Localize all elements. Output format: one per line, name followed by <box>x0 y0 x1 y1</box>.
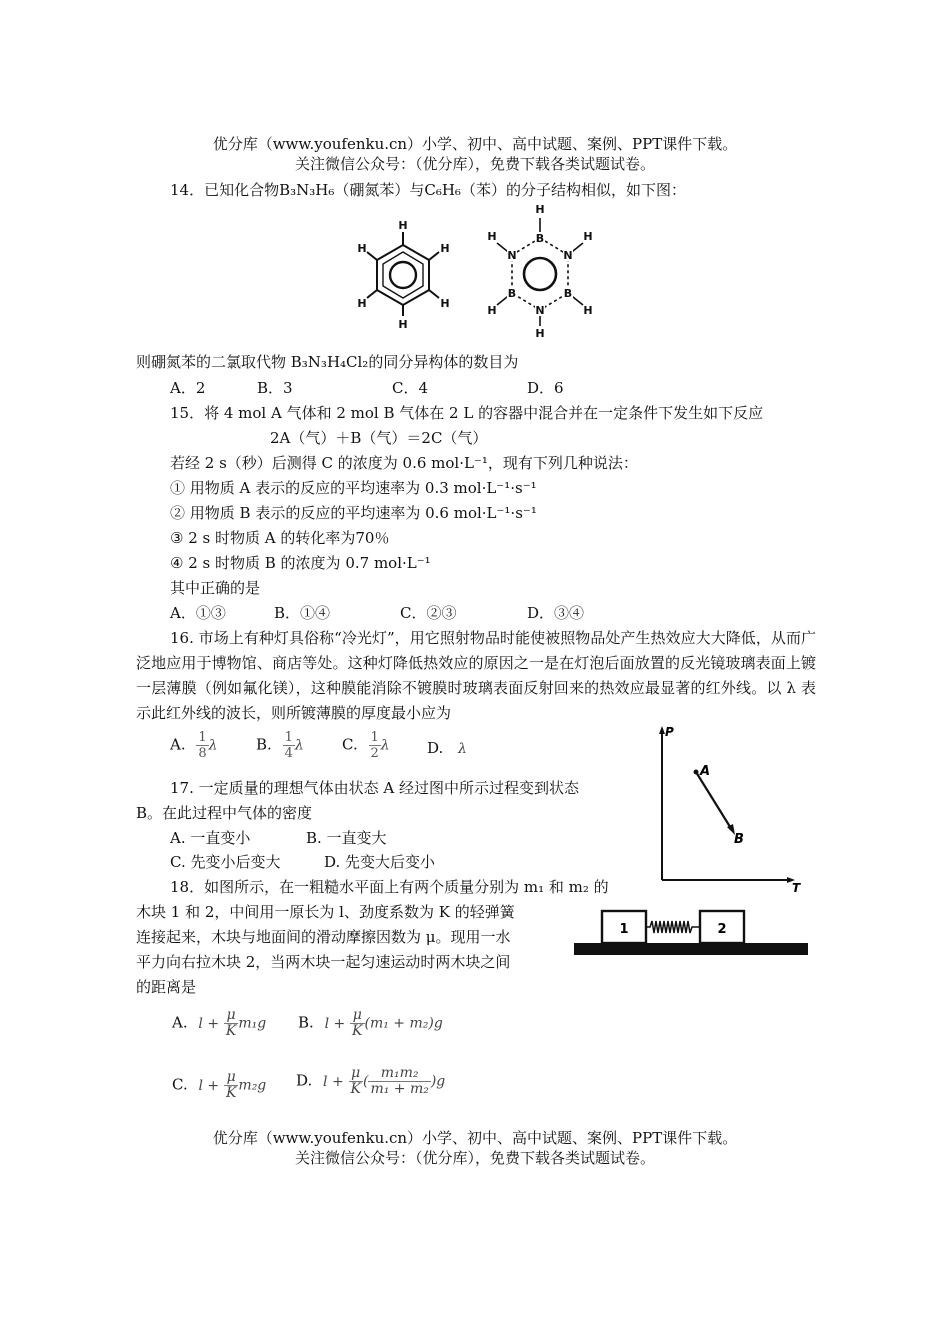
q17-option-c: C. 先变小后变大 <box>170 853 281 871</box>
q18-line-1: 18．如图所示，在一粗糙水平面上有两个质量分别为 m₁ 和 m₂ 的 <box>170 878 609 896</box>
q15-equation: 2A（气）＋B（气）＝2C（气） <box>270 429 488 447</box>
atom-h: H <box>398 318 408 331</box>
q17-option-b: B. 一直变大 <box>306 829 387 847</box>
benzene-structure <box>367 232 439 316</box>
q15-condition: 若经 2 s（秒）后测得 C 的浓度为 0.6 mol·L⁻¹，现有下列几种说法： <box>170 454 638 472</box>
t-axis-label: T <box>792 881 801 894</box>
q15-option-d: D．③④ <box>527 604 585 622</box>
header-line-1: 优分库（www.youfenku.cn）小学、初中、高中试题、案例、PPT课件下载。 <box>212 135 738 153</box>
q18-option-b: B. l + $\frac{\mu}{K}$ (m₁ + m₂)g <box>298 1007 443 1039</box>
benzene-borazine-structures <box>355 200 615 340</box>
q16-option-a: A. $\frac{1}{8}$ λ <box>170 730 218 761</box>
q14-stem: 14．已知化合物B₃N₃H₆（硼氮苯）与C₆H₆（苯）的分子结构相似，如下图： <box>170 181 686 199</box>
q15-stem: 15．将 4 mol A 气体和 2 mol B 气体在 2 L 的容器中混合并在一定条件下发生如下反应 <box>170 404 764 422</box>
q14-question: 则硼氮苯的二氯取代物 B₃N₃H₄Cl₂的同分异构体的数目为 <box>136 353 519 371</box>
q15-option-c: C．②③ <box>400 604 457 622</box>
header-line-2: 关注微信公众号：（优分库），免费下载各类试题试卷。 <box>294 155 655 173</box>
q15-statement-2: ② 用物质 B 表示的反应的平均速率为 0.6 mol·L⁻¹·s⁻¹ <box>170 504 537 522</box>
q16-option-b: B. $\frac{1}{4}$ λ <box>256 730 304 761</box>
block-1-label: 1 <box>619 922 629 937</box>
q17-line-2: B。在此过程中气体的密度 <box>136 804 313 822</box>
spring <box>646 921 700 933</box>
p-axis-label: P <box>665 725 674 739</box>
q18-line-3: 连接起来，木块与地面间的滑动摩擦因数为 μ。现用一水 <box>136 928 511 946</box>
atom-n: N <box>535 304 545 317</box>
footer-line-2: 关注微信公众号：（优分库），免费下载各类试题试卷。 <box>294 1149 655 1167</box>
q17-pt-graph <box>650 722 810 894</box>
q15-statement-1: ① 用物质 A 表示的反应的平均速率为 0.3 mol·L⁻¹·s⁻¹ <box>170 479 537 497</box>
footer-line-1: 优分库（www.youfenku.cn）小学、初中、高中试题、案例、PPT课件下载。 <box>212 1129 738 1147</box>
q18-line-2: 木块 1 和 2，中间用一原长为 l、劲度系数为 K 的轻弹簧 <box>136 903 515 921</box>
atom-h: H <box>398 219 408 232</box>
atom-b: B <box>563 287 573 300</box>
q17-line-1: 17. 一定质量的理想气体由状态 A 经过图中所示过程变到状态 <box>170 779 579 797</box>
q14-option-a: A．2 <box>170 379 206 397</box>
atom-b: B <box>507 287 517 300</box>
atom-h: H <box>357 297 367 310</box>
atom-h: H <box>440 297 450 310</box>
q17-option-d: D. 先变大后变小 <box>324 853 436 871</box>
atom-h: H <box>583 304 593 317</box>
q16-option-d: D. λ <box>427 739 467 757</box>
atom-h: H <box>357 242 367 255</box>
q16-option-c: C. $\frac{1}{2}$ λ <box>342 730 390 761</box>
q14-option-b: B．3 <box>257 379 293 397</box>
block-2-label: 2 <box>717 922 727 937</box>
atom-b: B <box>535 232 545 245</box>
point-a-label: A <box>700 764 711 779</box>
q15-option-b: B．①④ <box>274 604 331 622</box>
q18-option-c: C. l + $\frac{\mu}{K}$ m₂g <box>172 1069 267 1101</box>
atom-h: H <box>487 304 497 317</box>
atom-h: H <box>583 230 593 243</box>
q14-option-d: D．6 <box>527 379 564 397</box>
q15-statement-4: ④ 2 s 时物质 B 的浓度为 0.7 mol·L⁻¹ <box>170 554 431 572</box>
atom-n: N <box>563 249 573 262</box>
q18-option-d: D. l + $\frac{\mu}{K}$ ( $\frac{\text{m₁m₂}}{\text{m₁ + m₂}}$ )g <box>296 1065 446 1097</box>
q15-option-a: A．①③ <box>170 604 226 622</box>
point-b-label: B <box>734 832 744 847</box>
q16-text: 16. 市场上有种灯具俗称“冷光灯”，用它照射物品时能使被照物品处产生热效应大大降低，从而广泛地应用于博物馆、商店等处。这种灯降低热效应的原因之一是在灯泡后面放置的反光镜玻璃表面上镀一层薄膜（例如氟化镁），这种膜能消除不镀膜时玻璃表面反射回来的热效应最显著的红外线。以 λ 表示此红外线的波长，则所镀薄膜的厚度最小应为 <box>136 629 816 722</box>
atom-n: N <box>507 249 517 262</box>
q18-line-4: 平力向右拉木块 2，当两木块一起匀速运动时两木块之间 <box>136 953 511 971</box>
q18-option-a: A. l + $\frac{\mu}{K}$ m₁g <box>172 1007 267 1039</box>
atom-h: H <box>535 327 545 340</box>
atom-h: H <box>487 230 497 243</box>
q18-line-5: 的距离是 <box>136 978 197 996</box>
atom-h: H <box>440 242 450 255</box>
q17-option-a: A. 一直变小 <box>170 829 251 847</box>
atom-h: H <box>535 203 545 216</box>
q18-blocks-spring-diagram <box>572 905 812 960</box>
q15-question: 其中正确的是 <box>170 579 261 597</box>
q15-statement-3: ③ 2 s 时物质 A 的转化率为70％ <box>170 529 390 547</box>
q14-option-c: C．4 <box>392 379 429 397</box>
